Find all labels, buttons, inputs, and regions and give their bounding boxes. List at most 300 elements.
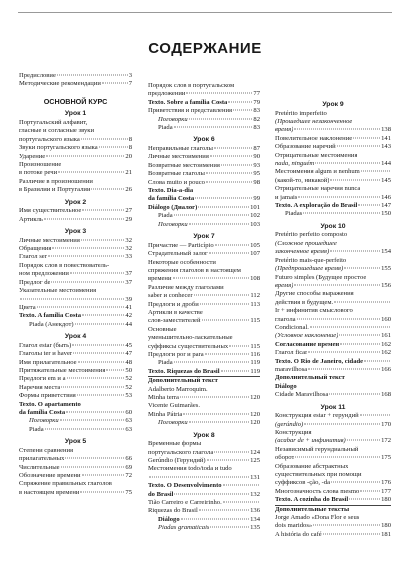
dot-leader <box>334 301 390 302</box>
toc-entry[interactable] <box>19 253 132 261</box>
dot-leader <box>313 525 380 526</box>
dot-leader <box>210 527 249 528</box>
toc-entry-page: 82 <box>253 115 260 123</box>
dot-leader <box>37 306 125 307</box>
toc-entry[interactable] <box>275 210 391 218</box>
toc-entry-page: 39 <box>125 295 132 303</box>
toc-entry-title: Возвратные глаголы <box>148 170 205 178</box>
dot-leader <box>304 423 380 424</box>
toc-entry[interactable] <box>148 145 260 153</box>
toc-entry[interactable] <box>148 419 260 427</box>
toc-entry[interactable] <box>275 522 391 530</box>
toc-entry[interactable] <box>19 207 132 215</box>
dot-leader <box>206 181 252 182</box>
toc-entry[interactable] <box>275 265 391 273</box>
toc-entry[interactable] <box>275 248 391 256</box>
toc-entry[interactable] <box>275 374 391 382</box>
toc-entry-page: 105 <box>250 241 260 249</box>
lesson-heading: Урок 6 <box>193 136 215 144</box>
toc-entry-title: Глагол estar (быть) <box>19 341 72 349</box>
dot-leader <box>200 303 250 304</box>
toc-entry[interactable] <box>19 153 132 161</box>
toc-entry[interactable] <box>19 161 132 169</box>
toc-entry[interactable] <box>148 204 260 212</box>
toc-entry-page: 33 <box>125 253 132 261</box>
toc-entry-title: в потоке речи <box>19 169 58 177</box>
toc-entry[interactable] <box>275 479 391 487</box>
toc-entry-page: 180 <box>381 522 391 530</box>
toc-entry[interactable] <box>148 440 260 448</box>
lesson-heading: Урок 11 <box>320 403 346 411</box>
dot-leader <box>360 490 380 491</box>
dot-leader <box>214 148 252 149</box>
toc-entry[interactable] <box>19 426 132 434</box>
toc-entry-title: существительных при помощи <box>275 471 362 479</box>
toc-entry-page: 155 <box>381 265 391 273</box>
toc-entry-title: Личные местоимения <box>19 236 80 244</box>
toc-entry-title: оборот <box>275 454 295 462</box>
toc-entry[interactable] <box>148 334 260 342</box>
toc-entry[interactable] <box>275 202 391 210</box>
toc-entry-title: время) <box>275 126 294 134</box>
toc-entry-page: 168 <box>381 391 391 399</box>
toc-entry[interactable] <box>148 411 260 419</box>
toc-entry[interactable] <box>19 384 132 392</box>
toc-entry[interactable] <box>275 185 391 193</box>
toc-entry[interactable] <box>148 124 260 132</box>
dot-leader <box>174 493 249 494</box>
toc-entry[interactable] <box>19 342 132 350</box>
toc-entry[interactable] <box>19 178 132 186</box>
toc-entry-page: 90 <box>253 153 260 161</box>
toc-entry[interactable] <box>275 496 391 505</box>
toc-entry-page: 156 <box>381 281 391 289</box>
toc-entry[interactable] <box>275 316 391 324</box>
toc-entry[interactable] <box>19 480 132 488</box>
toc-entry[interactable] <box>275 421 391 429</box>
toc-entry[interactable] <box>148 524 260 532</box>
toc-entry[interactable] <box>148 179 260 187</box>
dot-leader <box>215 244 249 245</box>
toc-entry[interactable] <box>19 72 132 80</box>
toc-entry[interactable] <box>275 168 391 176</box>
dot-leader <box>52 248 124 249</box>
toc-entry-page: 112 <box>250 292 260 300</box>
toc-entry[interactable] <box>19 119 132 127</box>
dot-leader <box>72 344 124 345</box>
toc-entry[interactable] <box>275 471 391 479</box>
toc-entry-title: действия в будущем. <box>275 298 334 306</box>
toc-entry[interactable] <box>148 301 260 309</box>
toc-entry[interactable] <box>148 284 260 292</box>
toc-entry[interactable] <box>19 169 132 177</box>
lesson-heading: Урок 9 <box>322 101 344 108</box>
toc-entry-page: 166 <box>381 365 391 373</box>
dot-leader <box>61 386 124 387</box>
toc-entry-title: Diálogo (Диалог) <box>148 203 198 211</box>
toc-entry[interactable] <box>275 514 391 522</box>
toc-entry[interactable] <box>275 282 391 290</box>
toc-entry-title: Согласование времен <box>275 340 340 348</box>
toc-entry[interactable] <box>148 482 260 490</box>
toc-entry[interactable] <box>148 386 260 394</box>
dot-leader <box>331 482 380 483</box>
dot-leader <box>48 256 124 257</box>
toc-entry[interactable] <box>275 177 391 185</box>
toc-entry[interactable] <box>19 455 132 463</box>
toc-entry[interactable] <box>275 463 391 471</box>
toc-entry[interactable] <box>275 454 391 462</box>
toc-entry[interactable] <box>148 507 260 515</box>
toc-entry[interactable] <box>148 82 260 90</box>
toc-entry-title: Riquezas do Brasil <box>148 507 198 515</box>
toc-entry-title: (Условное наклонение) <box>275 332 339 340</box>
toc-entry-title: Отрицательные местоимения <box>275 151 358 159</box>
toc-entry-title: Конструкция estar + герундий <box>275 412 359 420</box>
toc-entry[interactable] <box>275 437 391 445</box>
toc-entry[interactable] <box>148 326 260 334</box>
toc-entry[interactable] <box>148 221 260 229</box>
toc-entry-title: Piada <box>158 124 173 132</box>
toc-entry[interactable] <box>19 245 132 253</box>
toc-entry-title: do Brasil <box>148 490 174 498</box>
toc-entry[interactable] <box>275 118 391 126</box>
dot-leader <box>173 278 250 279</box>
toc-entry[interactable] <box>148 162 260 170</box>
toc-entry-title: Числительные <box>19 463 60 471</box>
toc-entry-title: Имя прилагательное <box>19 358 77 366</box>
toc-entry-title: Страдательный залог <box>148 250 208 258</box>
toc-entry[interactable] <box>19 350 132 358</box>
toc-entry-page: 66 <box>125 455 132 463</box>
toc-entry[interactable] <box>275 126 391 134</box>
toc-entry-page: 27 <box>125 207 132 215</box>
toc-entry-title: Pretérito perfeito composto <box>275 231 348 239</box>
toc-entry[interactable] <box>275 299 391 307</box>
toc-entry[interactable] <box>275 349 391 357</box>
toc-entry[interactable] <box>148 377 260 385</box>
toc-entry-title: Piada (Анекдот) <box>29 320 74 328</box>
dot-leader <box>102 83 128 84</box>
toc-entry-page: 108 <box>250 275 260 283</box>
toc-entry[interactable] <box>275 366 391 374</box>
toc-entry-title: Обращения <box>19 245 52 253</box>
dot-leader <box>73 353 124 354</box>
toc-entry-page: 50 <box>125 366 132 374</box>
toc-entry-title: Предлог de <box>19 278 51 286</box>
dot-leader <box>61 466 125 467</box>
toc-entry[interactable] <box>148 516 260 524</box>
dot-leader <box>80 491 124 492</box>
toc-entry[interactable] <box>19 80 132 88</box>
dot-leader <box>329 394 380 395</box>
toc-entry-title: Piada <box>158 212 173 220</box>
toc-entry[interactable] <box>148 153 260 161</box>
toc-entry-title: Глаголы ter и haver <box>19 350 73 358</box>
toc-entry-page: 119 <box>250 359 260 367</box>
toc-entry[interactable] <box>275 307 391 315</box>
toc-entry[interactable] <box>19 270 132 278</box>
dot-leader <box>99 147 128 148</box>
dot-leader <box>189 223 249 224</box>
toc-entry[interactable] <box>148 107 260 115</box>
toc-entry[interactable] <box>275 257 391 265</box>
toc-entry[interactable] <box>19 367 132 375</box>
toc-entry-page: 44 <box>125 320 132 328</box>
toc-entry[interactable] <box>148 491 260 499</box>
dot-leader <box>81 138 128 139</box>
dot-leader <box>360 415 390 416</box>
toc-entry-title: времени <box>148 275 172 283</box>
toc-entry[interactable] <box>19 287 132 295</box>
toc-entry[interactable] <box>148 267 260 275</box>
toc-entry-title: Слова muito и pouco <box>148 178 205 186</box>
dot-leader <box>78 361 125 362</box>
toc-entry[interactable] <box>19 237 132 245</box>
toc-entry-title: Предисловие <box>19 72 56 79</box>
toc-entry[interactable] <box>19 447 132 455</box>
toc-entry[interactable] <box>148 474 260 482</box>
dot-leader <box>75 323 125 324</box>
toc-entry-page: 131 <box>250 473 260 481</box>
toc-entry-title: Предлоги em и a <box>19 375 66 383</box>
toc-entry-title: Местоимения todo/toda и tudo <box>148 465 232 473</box>
toc-entry-page: 132 <box>250 490 260 498</box>
toc-entry[interactable] <box>19 312 132 320</box>
dot-leader <box>228 101 252 102</box>
toc-entry[interactable] <box>19 417 132 425</box>
dot-leader <box>347 440 380 441</box>
dot-leader <box>223 485 259 486</box>
toc-entry[interactable] <box>19 359 132 367</box>
toc-entry[interactable] <box>148 292 260 300</box>
dot-leader <box>315 163 380 164</box>
dot-leader <box>340 343 380 344</box>
toc-entry[interactable] <box>19 144 132 152</box>
toc-entry[interactable] <box>148 499 260 507</box>
toc-entry-page: 143 <box>381 143 391 151</box>
toc-entry[interactable] <box>275 341 391 349</box>
dot-leader <box>183 413 249 414</box>
toc-entry[interactable] <box>19 472 132 480</box>
toc-entry[interactable] <box>275 446 391 454</box>
toc-entry-title: Texto. Riquezas do Brasil <box>148 367 220 375</box>
toc-entry-page: 93 <box>253 161 260 169</box>
toc-entry-title: ном предложении <box>19 270 69 278</box>
toc-entry[interactable] <box>275 506 391 514</box>
toc-entry-title: (Предпрошедшее время) <box>275 265 344 273</box>
toc-entry-title: Местоимения algum и nenhum <box>275 168 360 176</box>
dot-leader <box>207 460 249 461</box>
toc-entry[interactable] <box>19 216 132 224</box>
dot-leader <box>65 458 124 459</box>
toc-entry[interactable] <box>19 186 132 194</box>
toc-entry-page: 77 <box>253 90 260 98</box>
toc-entry-title: Независимый герундиальный <box>275 445 359 453</box>
toc-entry[interactable] <box>19 136 132 144</box>
toc-entry[interactable] <box>275 143 391 151</box>
toc-entry[interactable] <box>275 358 391 366</box>
toc-entry[interactable] <box>275 488 391 496</box>
dot-leader <box>82 210 124 211</box>
toc-entry-title: уменьшительно-ласкательные <box>148 334 233 342</box>
toc-entry[interactable] <box>148 250 260 258</box>
toc-entry[interactable] <box>275 152 391 160</box>
toc-entry-page: 115 <box>250 342 260 350</box>
toc-entry-title: Образование наречий <box>275 143 336 151</box>
toc-entry[interactable] <box>19 262 132 270</box>
dot-leader <box>210 156 253 157</box>
toc-entry-title: Jorge Amado «Dona Flor e seus <box>275 514 360 522</box>
toc-entry-title: Ir + инфинитив смыслового <box>275 307 353 315</box>
toc-entry[interactable] <box>148 195 260 203</box>
dot-leader <box>294 129 380 130</box>
dot-leader <box>214 451 249 452</box>
dot-leader <box>77 395 125 396</box>
toc-entry[interactable] <box>148 394 260 402</box>
toc-entry-title: Обозначение времени <box>19 472 81 479</box>
dot-leader <box>189 118 253 119</box>
toc-entry-page: 154 <box>381 248 391 256</box>
dot-leader <box>70 273 124 274</box>
dot-leader <box>339 335 380 336</box>
toc-entry-title: предложении <box>148 90 186 98</box>
toc-entry-title: слов-заместителей <box>148 317 201 325</box>
toc-entry[interactable] <box>275 412 391 420</box>
dot-leader <box>308 352 380 353</box>
dot-leader <box>180 397 249 398</box>
toc-entry[interactable] <box>148 402 260 410</box>
toc-entry[interactable] <box>19 304 132 312</box>
toc-entry[interactable] <box>148 275 260 283</box>
dot-leader <box>221 164 253 165</box>
toc-entry[interactable] <box>275 240 391 248</box>
toc-entry-title: Имя существительное <box>19 207 82 215</box>
toc-entry-title: глагола <box>275 315 296 323</box>
dot-leader <box>303 213 380 214</box>
dot-leader <box>202 320 250 321</box>
toc-entry[interactable] <box>19 296 132 304</box>
toc-entry[interactable] <box>148 351 260 359</box>
toc-entry[interactable] <box>275 231 391 239</box>
toc-entry[interactable] <box>275 332 391 340</box>
toc-entry[interactable] <box>275 274 391 282</box>
toc-entry[interactable] <box>275 135 391 143</box>
toc-entry[interactable] <box>275 290 391 298</box>
toc-entry-page: 52 <box>125 375 132 383</box>
lesson-heading: Урок 10 <box>320 222 346 230</box>
toc-entry-title: Наречия места <box>19 383 61 391</box>
dot-leader <box>82 315 124 316</box>
toc-entry-page: 79 <box>253 98 260 106</box>
toc-entry[interactable] <box>148 212 260 220</box>
toc-entry[interactable] <box>275 160 391 168</box>
dot-leader <box>189 422 249 423</box>
toc-entry[interactable] <box>148 449 260 457</box>
dot-leader <box>209 253 249 254</box>
toc-entry[interactable] <box>19 392 132 400</box>
toc-entry[interactable] <box>275 383 391 391</box>
toc-entry-page: 101 <box>250 203 260 211</box>
toc-entry[interactable] <box>275 391 391 399</box>
toc-entry[interactable] <box>19 127 132 135</box>
toc-entry-title: Diálogo <box>275 382 297 390</box>
toc-entry[interactable] <box>148 116 260 124</box>
toc-entry[interactable] <box>19 401 132 409</box>
toc-entry-page: 98 <box>253 178 260 186</box>
toc-entry[interactable] <box>275 531 391 539</box>
toc-entry-title: Texto. A exploração do Brasil <box>275 202 358 210</box>
toc-entry[interactable] <box>19 375 132 383</box>
dot-leader <box>233 110 252 111</box>
toc-entry-title: saber и conhecer <box>148 292 193 300</box>
toc-entry[interactable] <box>148 359 260 367</box>
toc-entry[interactable] <box>148 465 260 473</box>
toc-entry-title: Порядок слов в португальском <box>148 82 235 89</box>
toc-entry[interactable] <box>148 317 260 325</box>
toc-entry[interactable] <box>19 409 132 417</box>
toc-entry[interactable] <box>148 242 260 250</box>
toc-entry[interactable] <box>19 464 132 472</box>
toc-entry-title: Степени сравнения <box>19 446 74 454</box>
toc-entry[interactable] <box>148 457 260 465</box>
toc-entry-title: Формы приветствия <box>19 392 76 400</box>
lesson-heading: Урок 2 <box>64 198 87 206</box>
toc-entry-page: 26 <box>125 186 132 194</box>
toc-entry-page: 180 <box>381 496 391 504</box>
toc-entry[interactable] <box>148 343 260 351</box>
toc-entry[interactable] <box>275 429 391 437</box>
toc-entry[interactable] <box>148 309 260 317</box>
dot-leader <box>81 239 125 240</box>
toc-entry[interactable] <box>275 324 391 332</box>
toc-entry[interactable] <box>19 279 132 287</box>
toc-entry[interactable] <box>148 368 260 377</box>
toc-entry[interactable] <box>148 99 260 107</box>
toc-entry-title: Методические рекомендации <box>19 80 101 88</box>
toc-entry-title: Texto. A cozinha do Brasil <box>275 496 349 504</box>
toc-entry[interactable] <box>19 489 132 497</box>
dot-leader <box>330 179 380 180</box>
toc-entry-page: 63 <box>125 417 132 425</box>
toc-entry[interactable] <box>275 194 391 202</box>
toc-entry[interactable] <box>148 187 260 195</box>
toc-entry-page: 125 <box>250 457 260 465</box>
toc-entry[interactable] <box>275 110 391 118</box>
dot-leader <box>349 499 380 500</box>
dot-leader <box>67 378 125 379</box>
toc-entry[interactable] <box>19 321 132 329</box>
lesson-heading: Урок 8 <box>193 431 215 439</box>
toc-entry[interactable] <box>148 170 260 178</box>
top-rule <box>18 12 392 13</box>
toc-entry[interactable] <box>148 90 260 98</box>
dot-leader <box>58 172 124 173</box>
toc-entry-page: 116 <box>250 350 260 358</box>
dot-leader <box>297 318 381 319</box>
toc-entry-title: Порядок слов в повествователь- <box>19 261 110 269</box>
toc-entry-title: Глагол ser <box>19 253 47 261</box>
toc-entry-title: Цвета <box>19 303 36 311</box>
toc-entry[interactable] <box>148 259 260 267</box>
dot-leader <box>310 326 390 327</box>
toc-entry-title: Ударение <box>19 152 46 160</box>
dot-leader <box>91 189 124 190</box>
dot-leader <box>199 510 249 511</box>
toc-entry-title: Неправильные глаголы <box>148 145 213 153</box>
toc-entry-page: 119 <box>250 367 260 375</box>
toc-entry-page: 102 <box>250 212 260 220</box>
